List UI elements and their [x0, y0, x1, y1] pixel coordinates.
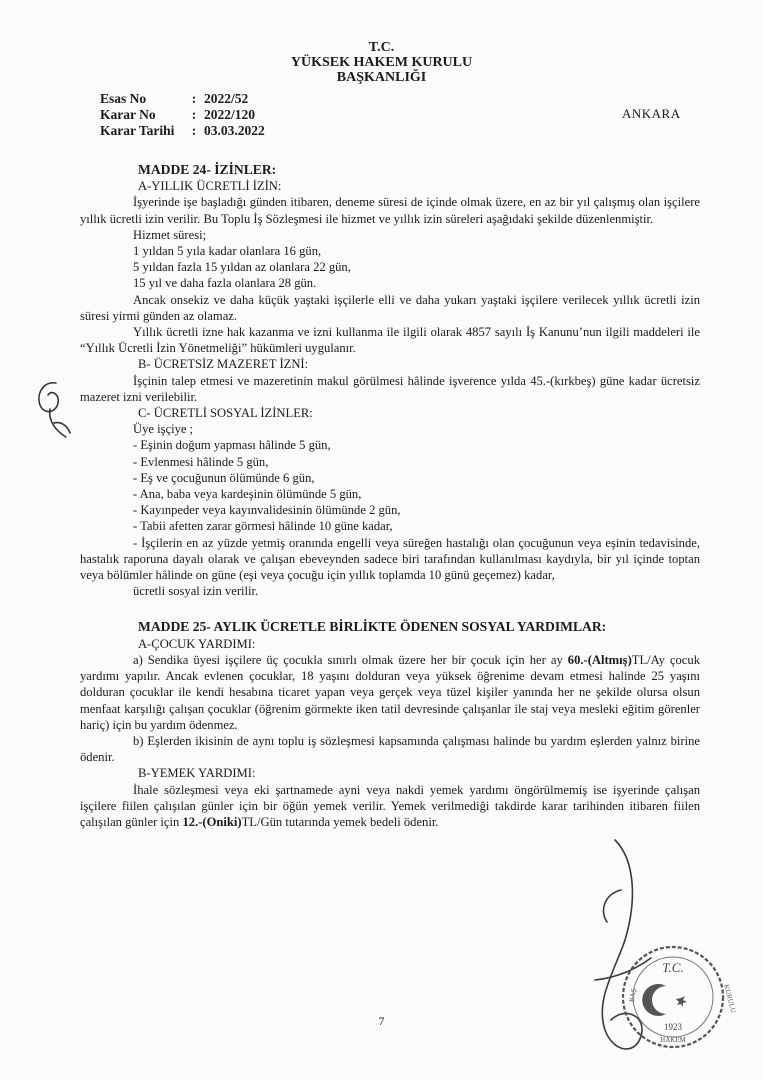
- seal-year: 1923: [664, 1022, 682, 1032]
- seal-top-text: T.C.: [662, 960, 684, 975]
- header-presidency: BAŞKANLIĞI: [336, 70, 427, 85]
- amount-bold: 60.-(Altmış): [567, 652, 632, 667]
- paragraph: a) Sendika üyesi işçilere üç çocukla sınırlı olmak üzere her bir çocuk için her ay 60.-(Altmış)TL/Ay çocuk yardımı yapılır. Ancak evlenen çocuklar, 18 yaşını dolduran veya yüksek öğrenime devam etmesi halinde 25 yaşını dolduran çocuklar ile kendi hesabına ticaret yapan veya gerçek veya tüzel kişiler yanında her ne şekilde olursa olsun menfaat karşılığı çalışan çocuklar (öğrenim görmekte iken tatil devresinde çalışanlar ile staj veya mesleki eğitim görenler hariç) için bu yardım ödenmez.: [80, 652, 700, 732]
- meta-row: Esas No : 2022/52: [100, 91, 249, 106]
- list-item: 1 yıldan 5 yıla kadar olanlara 16 gün,: [133, 244, 322, 259]
- section-b-title: B-YEMEK YARDIMI:: [138, 766, 256, 781]
- article-24-title: MADDE 24- İZİNLER:: [138, 162, 277, 177]
- meta-value: 2022/120: [204, 107, 256, 122]
- list-item: Hizmet süresi;: [133, 227, 207, 242]
- seal-bottom-text: HAKEM: [660, 1036, 686, 1044]
- paragraph: İhale sözleşmesi veya eki şartnamede ayni veya nakdi yemek yardımı öngörülmemiş ise işyerinde çalışan işçilere fiilen çalışılan günler için bir öğün yemek verilir. Yemek verilmediği takdirde karar tarihinden itibaren fiilen çalışılan günler için 12.-(Oniki)TL/Gün tutarında yemek bedeli ödenir.: [80, 782, 700, 829]
- meta-row: Karar No : 2022/120: [100, 107, 256, 122]
- list-item: - Kayınpeder veya kayınvalidesinin ölümünde 2 gün,: [133, 503, 401, 518]
- amount-bold: 12.-(Oniki): [182, 814, 242, 829]
- document-header: [0, 40, 763, 85]
- document-body: [80, 162, 700, 830]
- section-a-title: A-ÇOCUK YARDIMI:: [138, 636, 256, 651]
- page-number: 7: [378, 1014, 385, 1028]
- official-seal: [618, 942, 738, 1052]
- seal-right-text: KURULU: [722, 983, 738, 1014]
- article-25-title: MADDE 25- AYLIK ÜCRETLE BİRLİKTE ÖDENEN SOSYAL YARDIMLAR:: [138, 619, 607, 635]
- paragraph: İşçinin talep etmesi ve mazeretinin makul görülmesi hâlinde işverence yılda 45.-(kırkbeş) güne kadar ücretsiz mazeret izni verilebilir.: [80, 373, 700, 404]
- meta-key: Karar Tarihi: [100, 123, 175, 138]
- meta-value: 2022/52: [204, 91, 249, 106]
- list-intro: Üye işçiye ;: [133, 422, 194, 437]
- section-c-title: C- ÜCRETLİ SOSYAL İZİNLER:: [138, 406, 313, 421]
- list-item: - Tabii afetten zarar görmesi hâlinde 10 güne kadar,: [133, 519, 393, 534]
- paragraph-end: ücretli sosyal izin verilir.: [133, 584, 259, 599]
- seal-left-text: BAŞ: [627, 987, 638, 1003]
- seal-graphic-icon: [618, 942, 738, 1052]
- paragraph: - İşçilerin en az yüzde yetmiş oranında engelli veya süreğen hastalığı olan çocuğunun veya eşinin tedavisinde, hastalık raporuna dayalı olarak ve çalışan ebeveynden sadece biri tarafından kullanılması kaydıyla, bir yıl içinde toptan veya bölümler hâlinde on güne (eşi veya çocuğu için yıllık toplamda 10 günü geçemez) kadar,: [80, 535, 700, 583]
- list-item: - Eşinin doğum yapması hâlinde 5 gün,: [133, 438, 331, 453]
- list-item: - Eş ve çocuğunun ölümünde 6 gün,: [133, 470, 315, 485]
- meta-key: Karar No: [100, 107, 156, 122]
- meta-value: 03.03.2022: [204, 123, 265, 138]
- section-b-title: B- ÜCRETSİZ MAZERET İZNİ:: [138, 357, 309, 372]
- header-tc: T.C.: [368, 40, 395, 55]
- paragraph: İşyerinde işe başladığı günden itibaren, deneme süresi de içinde olmak üzere, en az bir yıl çalışmış olan işçilere yıllık ücretli izin verilir. Bu Toplu İş Sözleşmesi ile hizmet ve yıllık izin süreleri aşağıdaki şekilde düzenlenmiştir.: [80, 195, 700, 226]
- list-item: - Ana, baba veya kardeşinin ölümünde 5 gün,: [133, 487, 362, 502]
- handwritten-mark-icon: [26, 375, 76, 445]
- paragraph: Ancak onsekiz ve daha küçük yaştaki işçilerle elli ve daha yukarı yaştaki işçilere verilecek yıllık ücretli izin süresi yirmi günden az olamaz.: [80, 292, 700, 323]
- meta-key: Esas No: [100, 91, 147, 106]
- paragraph: Yıllık ücretli izne hak kazanma ve izni kullanma ile ilgili olarak 4857 sayılı İş Kanunu’nun ilgili maddeleri ile “Yıllık Ücretli İzin Yönetmeliği” hükümleri uygulanır.: [80, 325, 700, 356]
- list-item: 15 yıl ve daha fazla olanlara 28 gün.: [133, 276, 317, 291]
- paragraph: b) Eşlerden ikisinin de aynı toplu iş sözleşmesi kapsamında çalışması halinde bu yardım eşlerden yalnız birine ödenir.: [80, 733, 700, 765]
- section-a-title: A-YILLIK ÜCRETLİ İZİN:: [138, 179, 282, 194]
- list-item: 5 yıldan fazla 15 yıldan az olanlara 22 gün,: [133, 260, 351, 275]
- meta-row: Karar Tarihi : 03.03.2022: [100, 123, 265, 138]
- header-institution: YÜKSEK HAKEM KURULU: [290, 55, 473, 70]
- city-label: ANKARA: [622, 106, 681, 121]
- case-meta: [100, 91, 265, 139]
- list-item: - Evlenmesi hâlinde 5 gün,: [133, 454, 269, 469]
